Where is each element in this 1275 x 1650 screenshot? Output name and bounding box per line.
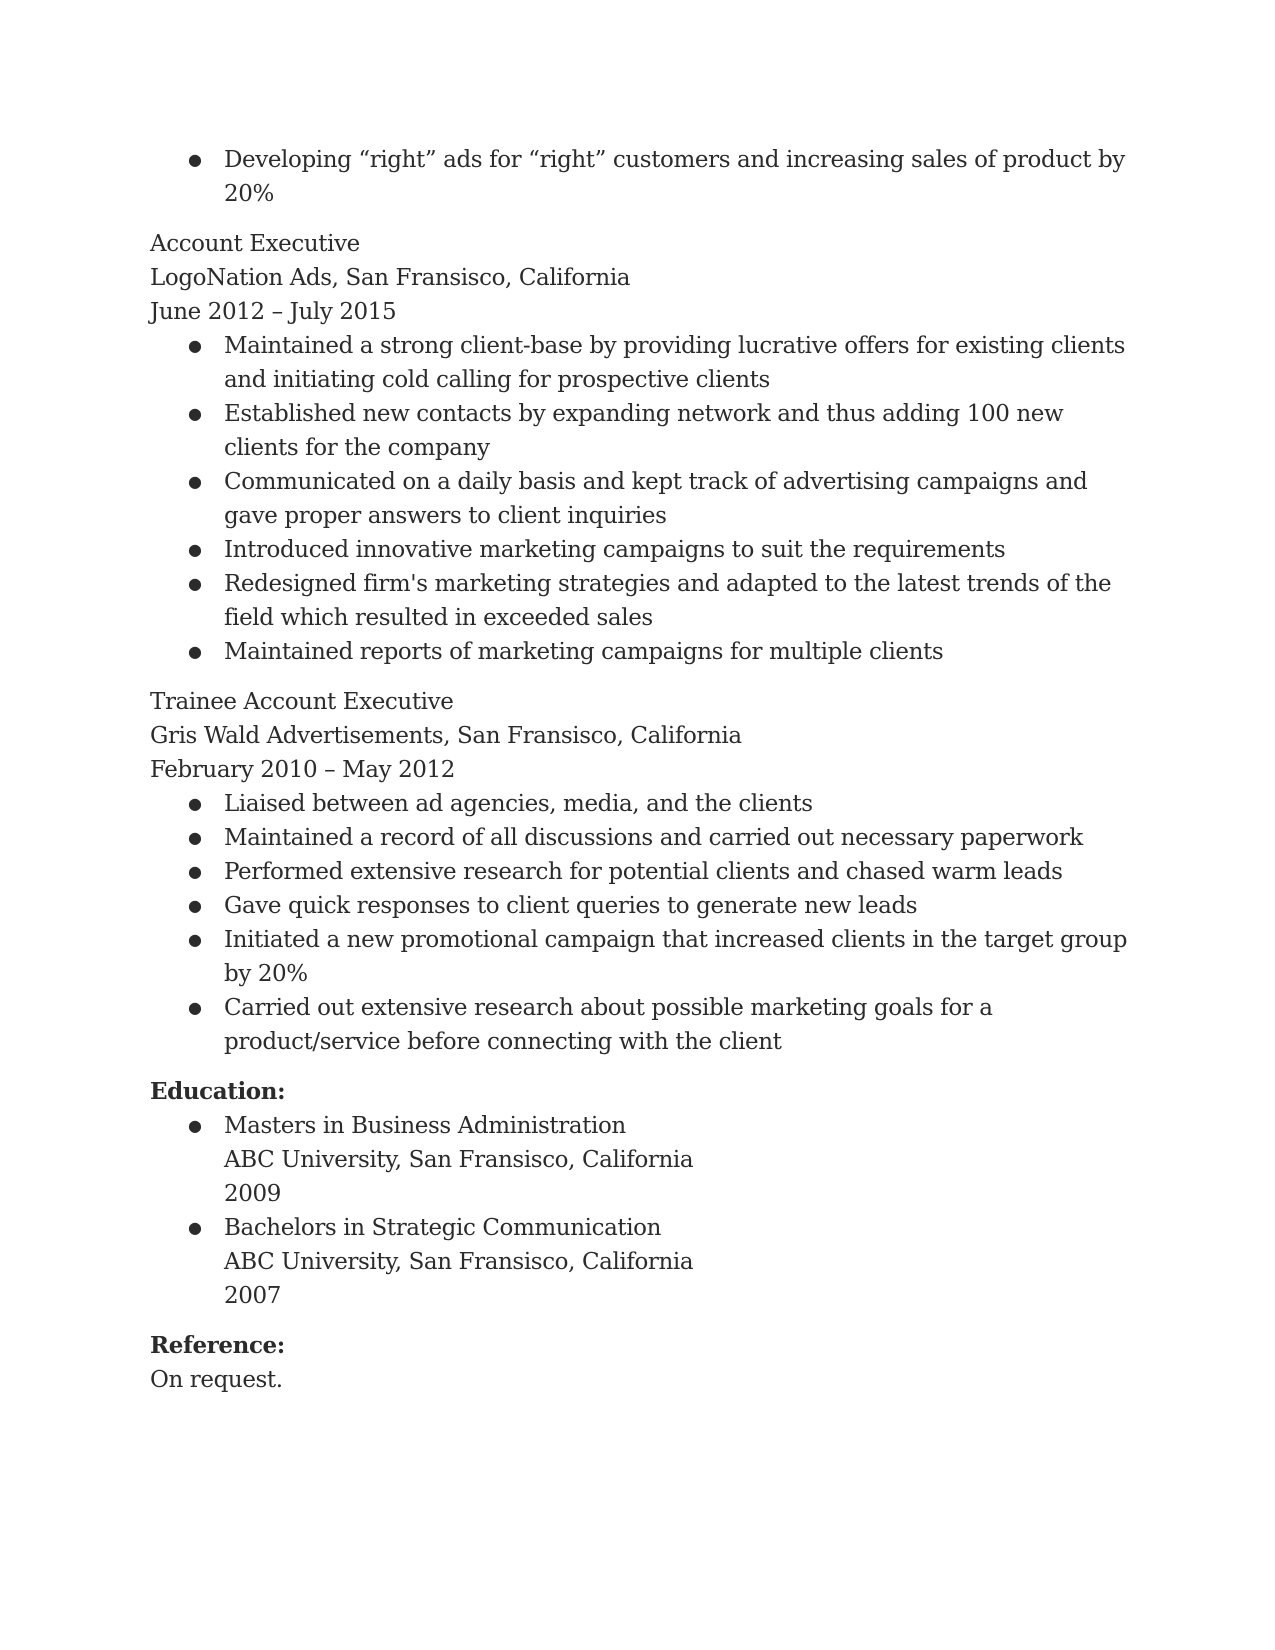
bullet-text: Redesigned firm's marketing strategies and adapted to the latest trends of the field which resulted in exceeded sales — [224, 571, 1112, 631]
education-school: ABC University, San Fransisco, California — [224, 1147, 694, 1173]
resume-content — [150, 143, 1135, 1397]
list-item — [150, 635, 1135, 669]
list-item — [150, 1211, 1135, 1313]
bullet-icon: ● — [188, 1116, 202, 1135]
list-item — [150, 1109, 1135, 1211]
section-heading-reference: Reference: — [150, 1332, 285, 1359]
bullet-icon: ● — [188, 574, 202, 593]
education-year: 2009 — [224, 1181, 281, 1207]
bullet-text: Liaised between ad agencies, media, and the clients — [224, 791, 813, 817]
list-item — [150, 465, 1135, 533]
bullet-icon: ● — [188, 930, 202, 949]
bullet-text: Maintained reports of marketing campaigns for multiple clients — [224, 639, 944, 665]
bullet-icon: ● — [188, 896, 202, 915]
education-degree: Bachelors in Strategic Communication — [224, 1215, 662, 1241]
job-dates: June 2012 – July 2015 — [150, 299, 397, 325]
bullet-icon: ● — [188, 540, 202, 559]
bullet-icon: ● — [188, 150, 202, 169]
bullet-text: Communicated on a daily basis and kept track of advertising campaigns and gave proper answers to client inquiries — [224, 469, 1088, 529]
education-school: ABC University, San Fransisco, California — [224, 1249, 694, 1275]
bullet-text: Established new contacts by expanding network and thus adding 100 new clients for the company — [224, 401, 1064, 461]
education-section — [150, 1075, 1135, 1313]
bullet-text: Introduced innovative marketing campaigns to suit the requirements — [224, 537, 1006, 563]
bullet-text: Gave quick responses to client queries to generate new leads — [224, 893, 918, 919]
job-dates: February 2010 – May 2012 — [150, 757, 456, 783]
job-entry — [150, 685, 1135, 1059]
bullet-text: Performed extensive research for potential clients and chased warm leads — [224, 859, 1063, 885]
bullet-icon: ● — [188, 472, 202, 491]
bullet-icon: ● — [188, 794, 202, 813]
education-year: 2007 — [224, 1283, 281, 1309]
list-item — [150, 855, 1135, 889]
job-bullet-list — [150, 329, 1135, 669]
education-degree: Masters in Business Administration — [224, 1113, 626, 1139]
job-company: LogoNation Ads, San Fransisco, California — [150, 265, 631, 291]
list-item — [150, 329, 1135, 397]
bullet-text: Maintained a strong client-base by providing lucrative offers for existing clients and initiating cold calling for prospective clients — [224, 333, 1126, 393]
list-item — [150, 533, 1135, 567]
job-entry — [150, 227, 1135, 669]
section-heading-education: Education: — [150, 1078, 286, 1105]
job-company: Gris Wald Advertisements, San Fransisco, California — [150, 723, 742, 749]
list-item — [150, 567, 1135, 635]
top-bullet-list — [150, 143, 1135, 211]
bullet-icon: ● — [188, 862, 202, 881]
list-item — [150, 397, 1135, 465]
bullet-icon: ● — [188, 642, 202, 661]
bullet-icon: ● — [188, 998, 202, 1017]
list-item — [150, 889, 1135, 923]
reference-text: On request. — [150, 1367, 283, 1393]
list-item — [150, 143, 1135, 211]
bullet-icon: ● — [188, 828, 202, 847]
job-title: Account Executive — [150, 231, 360, 257]
education-list — [150, 1109, 1135, 1313]
bullet-icon: ● — [188, 404, 202, 423]
list-item — [150, 923, 1135, 991]
bullet-text: Maintained a record of all discussions and carried out necessary paperwork — [224, 825, 1083, 851]
bullet-text: Carried out extensive research about possible marketing goals for a product/service before connecting with the client — [224, 995, 993, 1055]
bullet-icon: ● — [188, 1218, 202, 1237]
job-title: Trainee Account Executive — [150, 689, 454, 715]
list-item — [150, 991, 1135, 1059]
bullet-text: Initiated a new promotional campaign that increased clients in the target group by 20% — [224, 927, 1128, 987]
bullet-text: Developing “right” ads for “right” customers and increasing sales of product by 20% — [224, 147, 1125, 207]
job-bullet-list — [150, 787, 1135, 1059]
bullet-icon: ● — [188, 336, 202, 355]
list-item — [150, 787, 1135, 821]
reference-section — [150, 1329, 1135, 1397]
list-item — [150, 821, 1135, 855]
